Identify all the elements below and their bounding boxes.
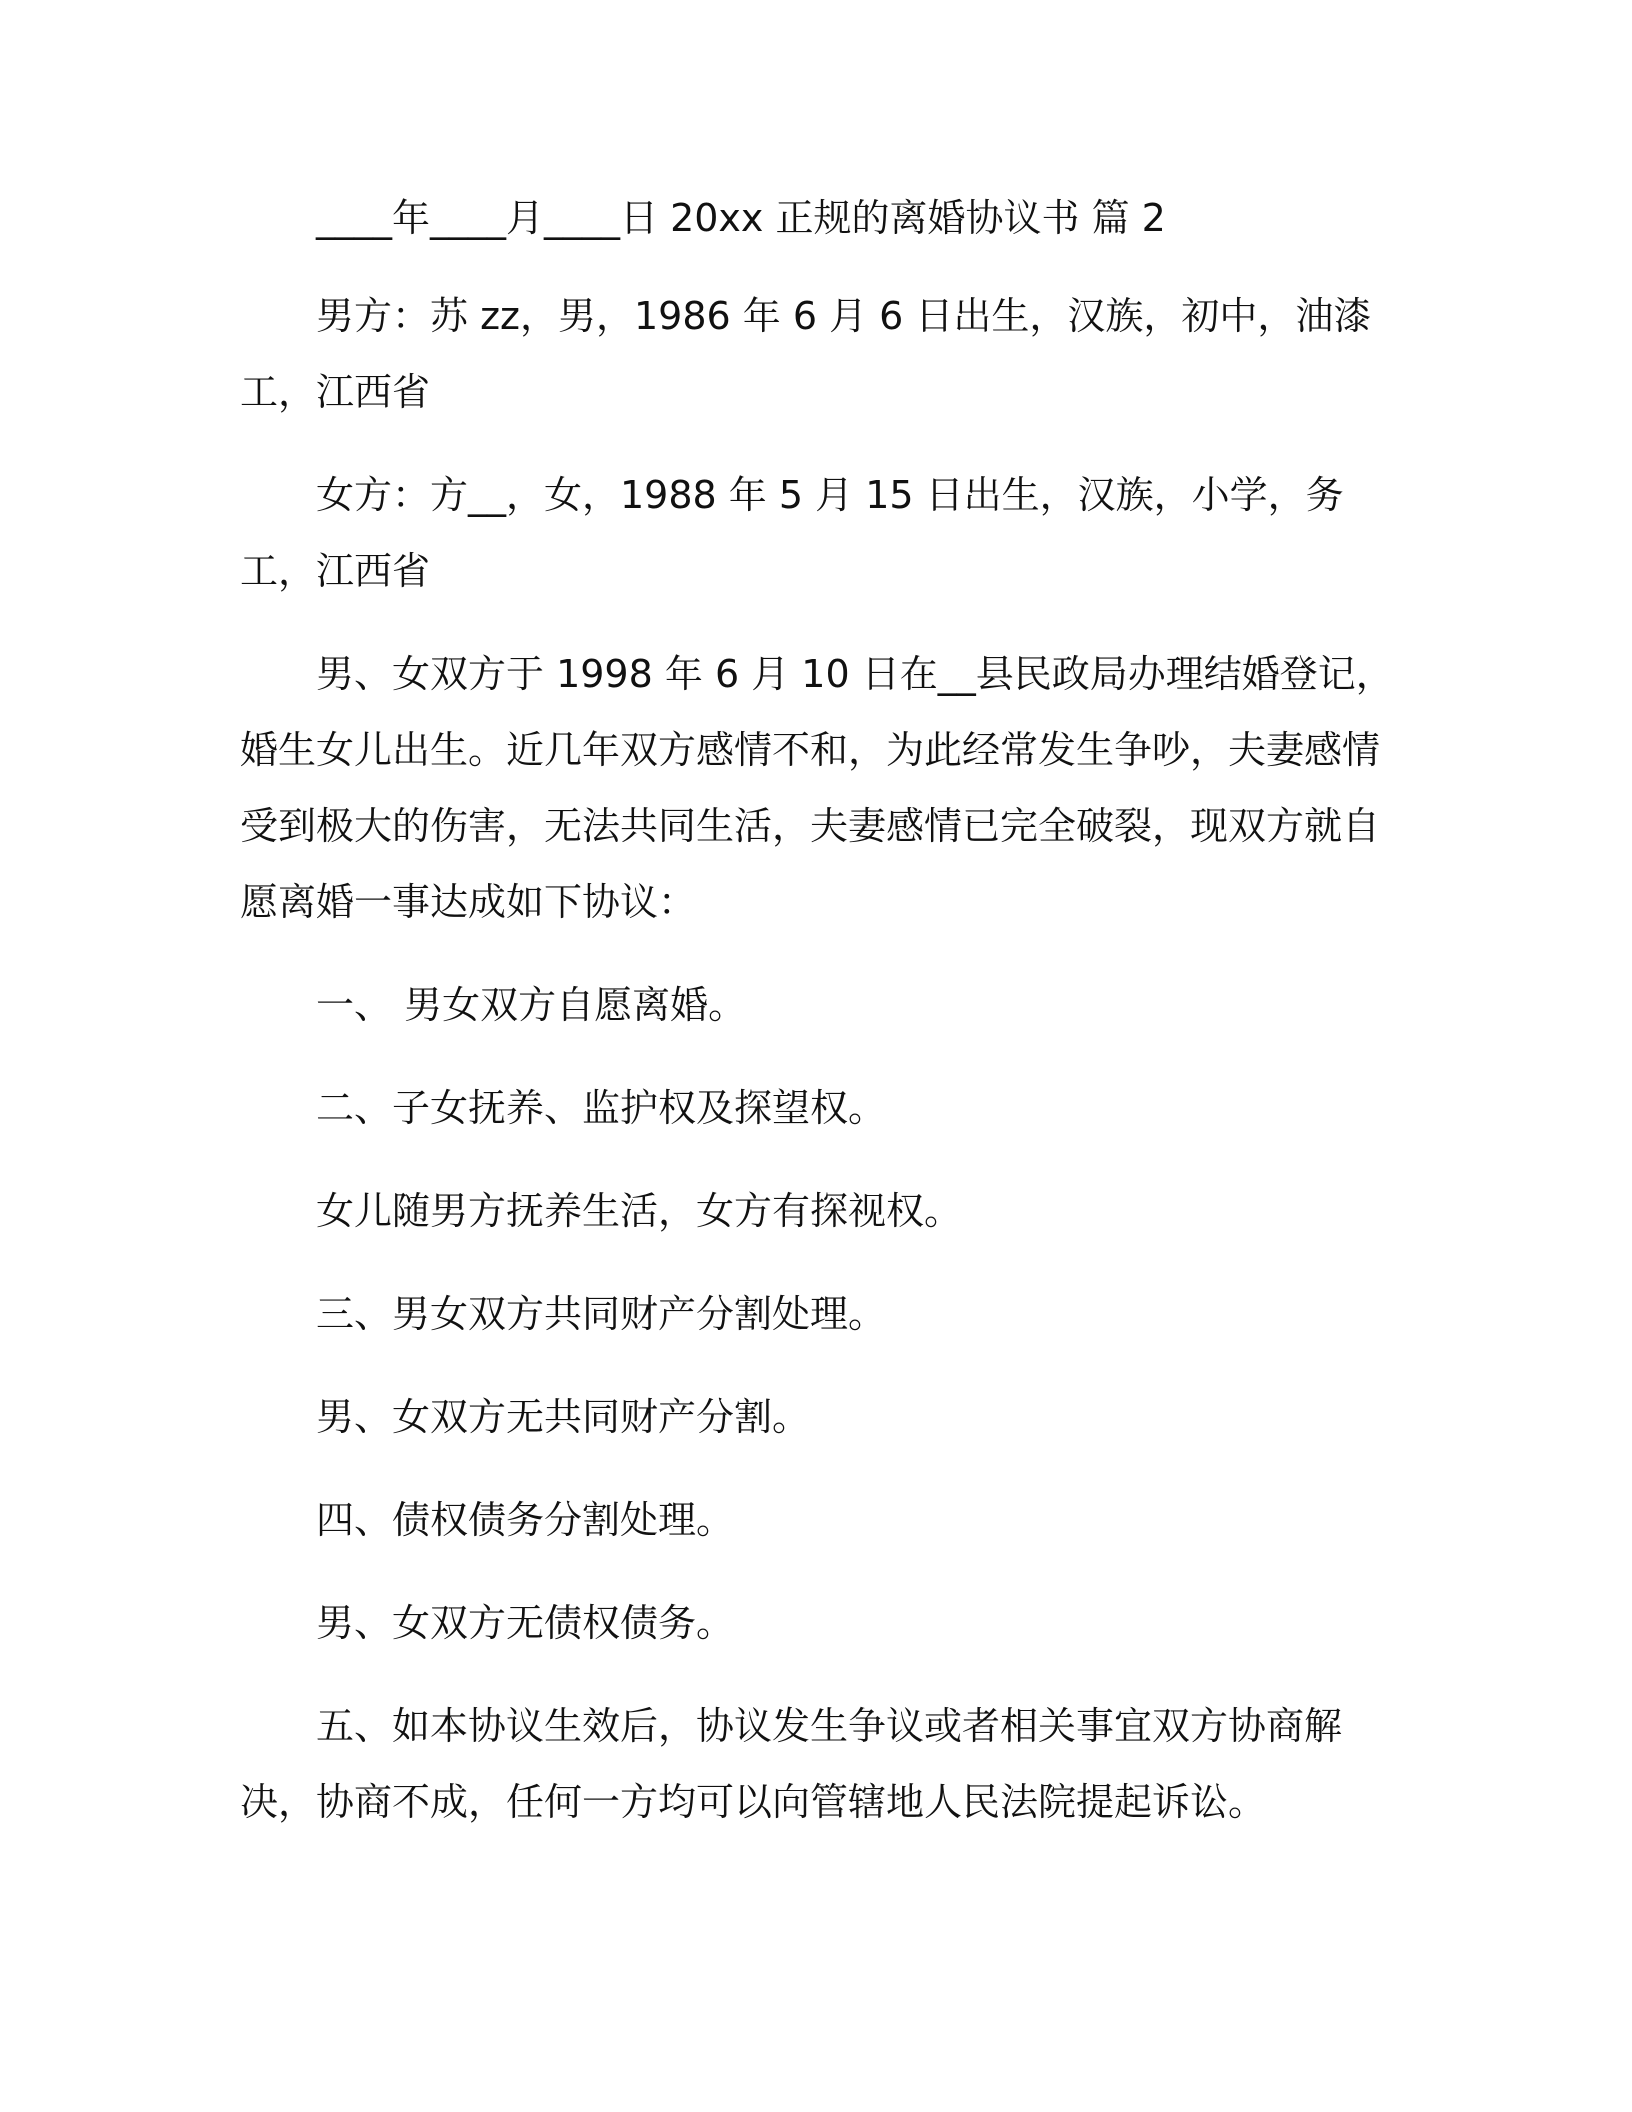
paragraph-clause-4-detail: 男、女双方无债权债务。 — [316, 1601, 735, 1645]
document-heading-line: ____年____月____日 20xx 正规的离婚协议书 篇 2 — [316, 196, 1166, 240]
paragraph-clause-4: 四、债权债务分割处理。 — [316, 1498, 735, 1542]
paragraph-clause-3: 三、男女双方共同财产分割处理。 — [316, 1292, 887, 1336]
paragraph-clause-2: 二、子女抚养、监护权及探望权。 — [316, 1086, 887, 1130]
paragraph-clause-3-detail: 男、女双方无共同财产分割。 — [316, 1395, 811, 1439]
paragraph-female-party: 女方：方__，女，1988 年 5 月 15 日出生，汉族，小学，务工，江西省 — [240, 473, 1344, 593]
document-body — [240, 180, 1400, 1867]
paragraph-male-party: 男方：苏 zz，男，1986 年 6 月 6 日出生，汉族，初中，油漆工，江西省 — [240, 294, 1372, 414]
paragraph-clause-5: 五、如本协议生效后，协议发生争议或者相关事宜双方协商解决，协商不成，任何一方均可以向管辖地人民法院提起诉讼。 — [240, 1704, 1343, 1824]
paragraph-clause-1: 一、 男女双方自愿离婚。 — [316, 983, 747, 1027]
paragraph-background: 男、女双方于 1998 年 6 月 10 日在__县民政局办理结婚登记，婚生女儿出生。近几年双方感情不和，为此经常发生争吵，夫妻感情受到极大的伤害，无法共同生活，夫妻感情已完全破裂，现双方就自愿离婚一事达成如下协议： — [240, 652, 1394, 924]
paragraph-clause-2-detail: 女儿随男方抚养生活，女方有探视权。 — [316, 1189, 963, 1233]
